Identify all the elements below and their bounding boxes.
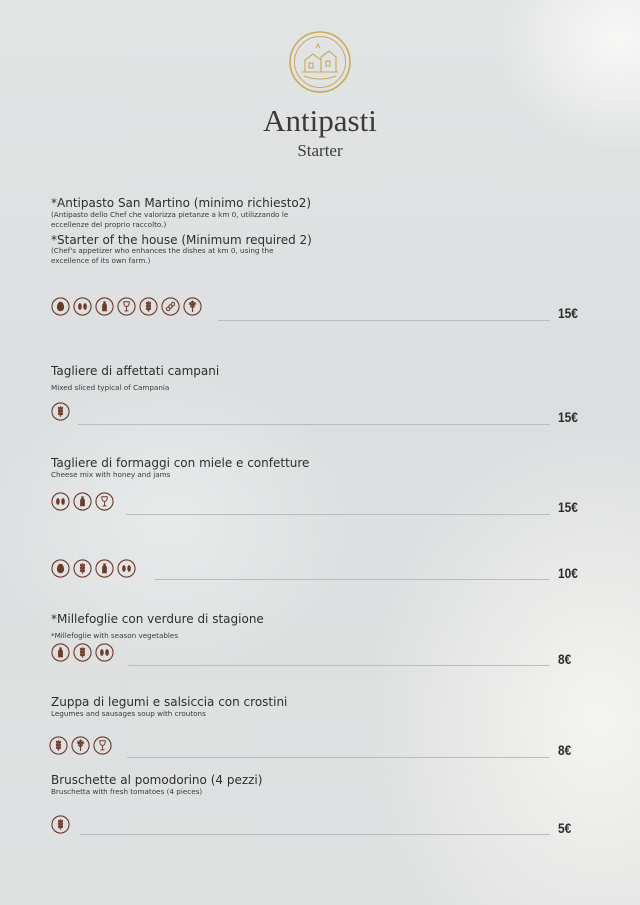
wheat-icon: [51, 815, 70, 834]
dish-price: 8€: [558, 651, 572, 667]
dotted-leader-line: [155, 579, 550, 580]
wine-glass-icon: [95, 492, 114, 511]
allergen-icons: [49, 736, 112, 755]
dish-description: *Millefoglie with season vegetables: [51, 631, 179, 640]
dotted-leader-line: [127, 757, 550, 758]
allergen-icons: [51, 402, 70, 421]
wheat-icon: [49, 736, 68, 755]
menu-section-title: Antipasti: [263, 103, 377, 138]
dish-name-english: *Starter of the house (Minimum required 2): [51, 233, 312, 247]
dish-name: Bruschette al pomodorino (4 pezzi): [51, 773, 263, 787]
allergen-icons: [51, 559, 136, 578]
dotted-leader-line: [128, 665, 550, 666]
celery-icon: [71, 736, 90, 755]
nuts-icon: [95, 643, 114, 662]
dish-price: 15€: [558, 499, 578, 515]
allergen-icons: [51, 815, 70, 834]
milk-bottle-icon: [73, 492, 92, 511]
dotted-leader-line: [126, 514, 550, 515]
nuts-icon: [51, 492, 70, 511]
egg-icon: [51, 297, 70, 316]
dish-description-english: (Chef's appetizer who enhances the dishes at km 0, using the excellence of its own farm.): [51, 246, 274, 265]
dish-name: Tagliere di formaggi con miele e confetture: [51, 456, 310, 470]
wine-glass-icon: [93, 736, 112, 755]
menu-section-subtitle: Starter: [297, 141, 343, 160]
celery-icon: [183, 297, 202, 316]
dish-description: Mixed sliced typical of Campania: [51, 383, 170, 392]
wine-glass-icon: [117, 297, 136, 316]
dish-description: Cheese mix with honey and jams: [51, 470, 171, 479]
wheat-icon: [73, 643, 92, 662]
dotted-leader-line: [78, 424, 550, 425]
milk-bottle-icon: [95, 559, 114, 578]
dish-description: Legumes and sausages soup with croutons: [51, 709, 206, 718]
wheat-icon: [139, 297, 158, 316]
wheat-icon: [73, 559, 92, 578]
dish-price: 15€: [558, 409, 578, 425]
dotted-leader-line: [218, 320, 550, 321]
nuts-icon: [73, 297, 92, 316]
allergen-icons: [51, 297, 202, 316]
dish-name: Tagliere di affettati campani: [51, 364, 220, 378]
dish-name: *Antipasto San Martino (minimo richiesto2): [51, 196, 312, 210]
dish-price: 15€: [558, 305, 578, 321]
dish-price: 8€: [558, 742, 572, 758]
allergen-icons: [51, 643, 114, 662]
nuts-icon: [117, 559, 136, 578]
dotted-leader-line: [80, 834, 550, 835]
allergen-icons: [51, 492, 114, 511]
egg-icon: [51, 559, 70, 578]
restaurant-logo: [288, 30, 352, 94]
wheat-icon: [51, 402, 70, 421]
dish-name: *Millefoglie con verdure di stagione: [51, 612, 264, 626]
dish-price: 10€: [558, 565, 578, 581]
milk-bottle-icon: [95, 297, 114, 316]
milk-bottle-icon: [51, 643, 70, 662]
dish-price: 5€: [558, 820, 572, 836]
dish-name: Zuppa di legumi e salsiccia con crostini: [51, 695, 288, 709]
soy-icon: [161, 297, 180, 316]
dish-description: (Antipasto dello Chef che valorizza pietanze a km 0, utilizzando le eccellenze del proprio raccolto.): [51, 210, 289, 229]
dish-description: Bruschetta with fresh tomatoes (4 pieces): [51, 787, 203, 796]
